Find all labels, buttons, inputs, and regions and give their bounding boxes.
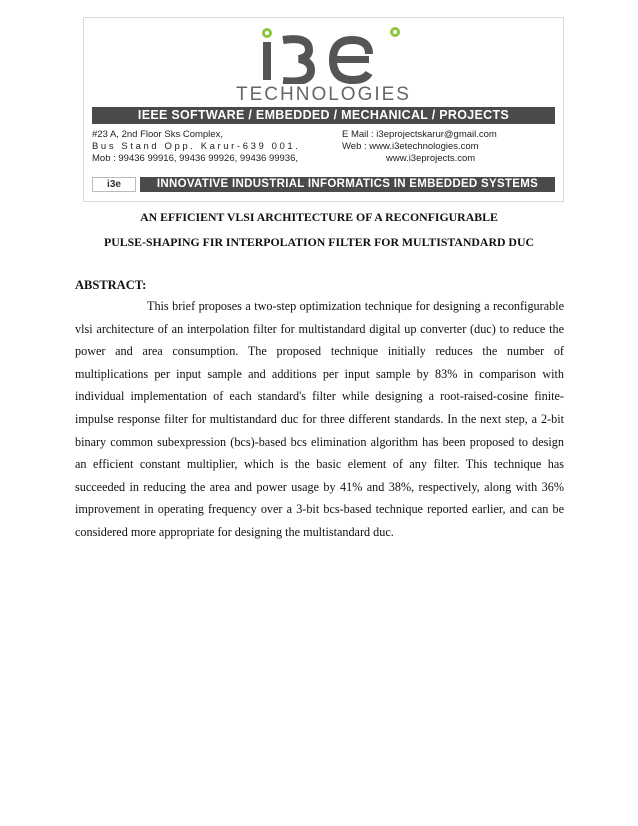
email-line: E Mail : i3eprojectskarur@gmail.com [342,129,497,140]
document-title-line-1: AN EFFICIENT VLSI ARCHITECTURE OF A RECONFIGURABLE [140,210,498,224]
address-line: Bus Stand Opp. Karur-639 001. [92,141,301,152]
letterhead-banner [83,17,564,202]
i3e-logo [249,24,409,84]
services-banner: IEEE SOFTWARE / EMBEDDED / MECHANICAL / PROJECTS DEVELOPMENT [92,107,555,124]
tagline-text: INNOVATIVE INDUSTRIAL INFORMATICS IN EMBEDDED SYSTEMS [140,177,555,192]
web-line: Web : www.i3etechnologies.com [342,141,479,152]
abstract-text: This brief proposes a two-step optimization technique for designing a reconfigurable vlsi architecture of an interpolation filter for multistandard digital up converter (duc) to reduce the power and area consumption. The proposed technique initially reduces the number of multiplications per input sample and additions per input sample by 83% in comparison with individual implementation of each standard's filter while designing a root-raised-cosine finite-impulse response filter for multistandard duc for three different standards. In the next step, a 2-bit binary common subexpression (bcs)-based bcs elimination algorithm has been proposed to design an efficient constant multiplier, which is the basic element of any filter. This technique has succeeded in reducing the area and power usage by 41% and 38%, respectively, along with 36% improvement in operating frequency over a 3-bit bcs-based technique reported earlier, and can be considered more appropriate for designing the multistandard duc. [75,299,564,539]
document-title-line-2: PULSE-SHAPING FIR INTERPOLATION FILTER FOR MULTISTANDARD DUC [104,235,534,249]
contact-block [342,129,497,165]
web-line-secondary: www.i3eprojects.com [386,153,476,164]
abstract-heading: ABSTRACT: [75,278,147,292]
abstract-paragraph [75,295,564,544]
address-line: #23 A, 2nd Floor Sks Complex, [92,129,223,140]
tagline-banner [92,177,555,192]
phone-line: Mob : 99436 99916, 99436 99926, 99436 99936, [92,153,299,164]
company-name: TECHNOLOGIES [236,84,411,105]
mini-logo: i3e [92,177,136,192]
address-block [92,129,300,165]
